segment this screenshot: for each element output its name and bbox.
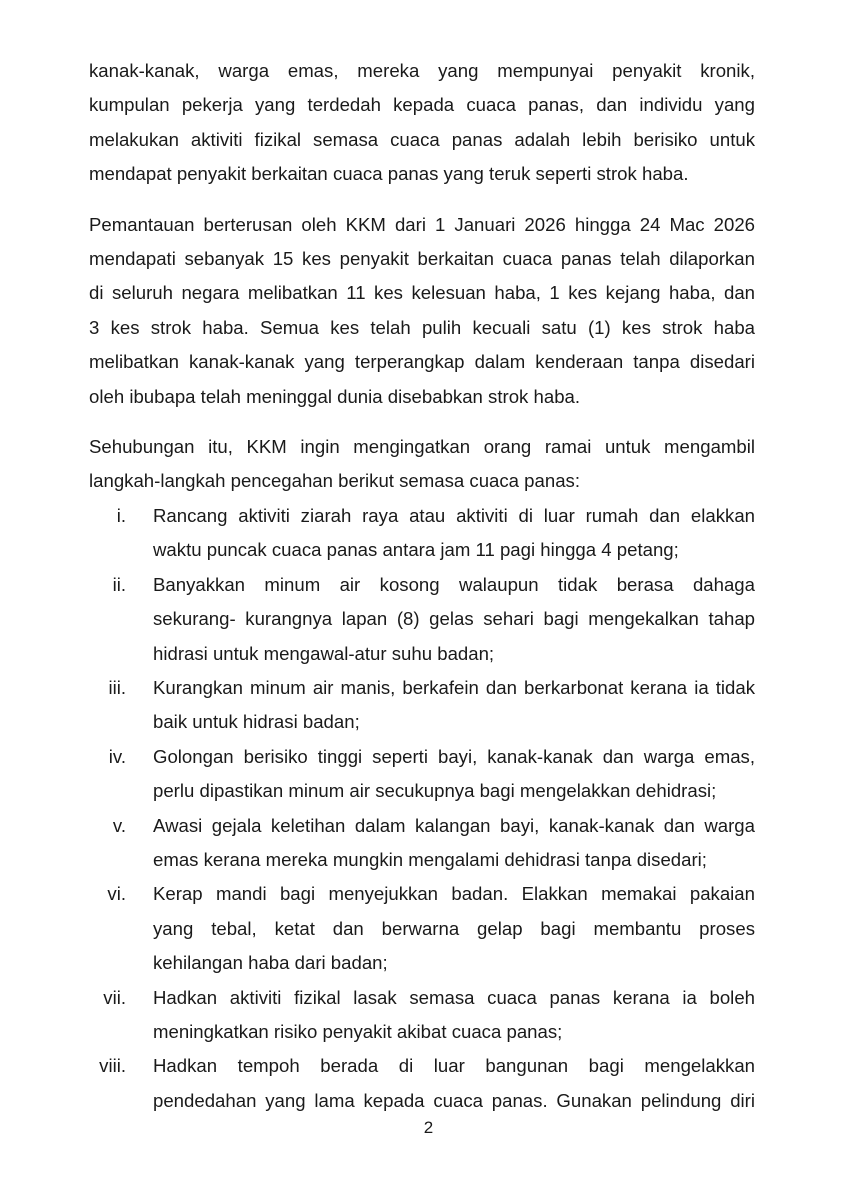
list-item bbox=[89, 568, 755, 671]
paragraph-line: langkah-langkah pencegahan berikut semasa cuaca panas: bbox=[89, 470, 581, 492]
paragraph-line: kumpulan pekerja yang terdedah kepada cuaca panas, dan individu yang bbox=[89, 94, 755, 116]
paragraph-line: kanak-kanak, warga emas, mereka yang mempunyai penyakit kronik, bbox=[89, 60, 755, 81]
list-item bbox=[89, 499, 755, 568]
paragraph-risk-groups bbox=[89, 54, 755, 192]
list-item-line: sekurang- kurangnya lapan (8) gelas sehari bagi mengekalkan tahap bbox=[153, 608, 755, 630]
list-item-line: perlu dipastikan minum air secukupnya bagi mengelakkan dehidrasi; bbox=[153, 780, 717, 802]
list-item-line: waktu puncak cuaca panas antara jam 11 pagi hingga 4 petang; bbox=[153, 539, 679, 561]
list-item-line: Kurangkan minum air manis, berkafein dan berkarbonat kerana ia tidak bbox=[153, 676, 755, 698]
paragraph-line: oleh ibubapa telah meninggal dunia disebabkan strok haba. bbox=[89, 385, 581, 407]
list-item-line: Rancang aktiviti ziarah raya atau aktiviti di luar rumah dan elakkan bbox=[153, 504, 755, 526]
list-item-line: Hadkan tempoh berada di luar bangunan bagi mengelakkan bbox=[153, 1055, 755, 1077]
list-item bbox=[89, 981, 755, 1050]
list-item-line: Kerap mandi bagi menyejukkan badan. Elakkan memakai pakaian bbox=[153, 883, 755, 905]
paragraph-reminder bbox=[89, 430, 755, 499]
list-item-line: yang tebal, ketat dan berwarna gelap bagi membantu proses bbox=[153, 917, 755, 939]
list-item-line: emas kerana mereka mungkin mengalami dehidrasi tanpa disedari; bbox=[153, 848, 707, 870]
paragraph-line: melakukan aktiviti fizikal semasa cuaca panas adalah lebih berisiko untuk bbox=[89, 128, 755, 150]
list-item-number: iv. bbox=[108, 745, 126, 767]
list-item-line: Hadkan aktiviti fizikal lasak semasa cuaca panas kerana ia boleh bbox=[153, 986, 755, 1008]
list-item-line: kehilangan haba dari badan; bbox=[153, 952, 388, 974]
list-item-number: viii. bbox=[99, 1055, 126, 1077]
list-item bbox=[89, 877, 755, 980]
list-item-line: hidrasi untuk mengawal-atur suhu badan; bbox=[153, 642, 495, 664]
list-item-number: ii. bbox=[112, 573, 126, 595]
list-item-line: Awasi gejala keletihan dalam kalangan bayi, kanak-kanak dan warga bbox=[153, 814, 755, 836]
paragraph-line: mendapati sebanyak 15 kes penyakit berkaitan cuaca panas telah dilaporkan bbox=[89, 248, 755, 270]
list-item bbox=[89, 809, 755, 878]
list-item-line: Golongan berisiko tinggi seperti bayi, kanak-kanak dan warga emas, bbox=[153, 745, 755, 767]
list-item-line: pendedahan yang lama kepada cuaca panas. Gunakan pelindung diri bbox=[153, 1089, 755, 1111]
paragraph-line: mendapat penyakit berkaitan cuaca panas yang teruk seperti strok haba. bbox=[89, 163, 689, 185]
list-item bbox=[89, 740, 755, 809]
paragraph-line: Pemantauan berterusan oleh KKM dari 1 Januari 2026 hingga 24 Mac 2026 bbox=[89, 213, 755, 235]
document-body bbox=[89, 54, 755, 1118]
list-item-line: Banyakkan minum air kosong walaupun tidak berasa dahaga bbox=[153, 573, 755, 595]
paragraph-monitoring bbox=[89, 208, 755, 414]
list-item-number: v. bbox=[112, 814, 126, 836]
paragraph-line: Sehubungan itu, KKM ingin mengingatkan orang ramai untuk mengambil bbox=[89, 436, 755, 458]
page-number: 2 bbox=[423, 1118, 434, 1137]
list-item-number: iii. bbox=[108, 676, 126, 698]
list-item-line: meningkatkan risiko penyakit akibat cuaca panas; bbox=[153, 1020, 563, 1042]
list-item-number: vii. bbox=[103, 986, 126, 1008]
list-item-line: baik untuk hidrasi badan; bbox=[153, 711, 360, 733]
paragraph-line: di seluruh negara melibatkan 11 kes kelesuan haba, 1 kes kejang haba, dan bbox=[89, 282, 755, 304]
prevention-list bbox=[89, 499, 755, 1118]
list-item-number: vi. bbox=[107, 883, 126, 905]
list-item-number: i. bbox=[116, 504, 126, 526]
list-item bbox=[89, 1049, 755, 1118]
list-item bbox=[89, 671, 755, 740]
paragraph-line: 3 kes strok haba. Semua kes telah pulih kecuali satu (1) kes strok haba bbox=[89, 316, 755, 338]
paragraph-line: melibatkan kanak-kanak yang terperangkap dalam kenderaan tanpa disedari bbox=[89, 351, 755, 373]
